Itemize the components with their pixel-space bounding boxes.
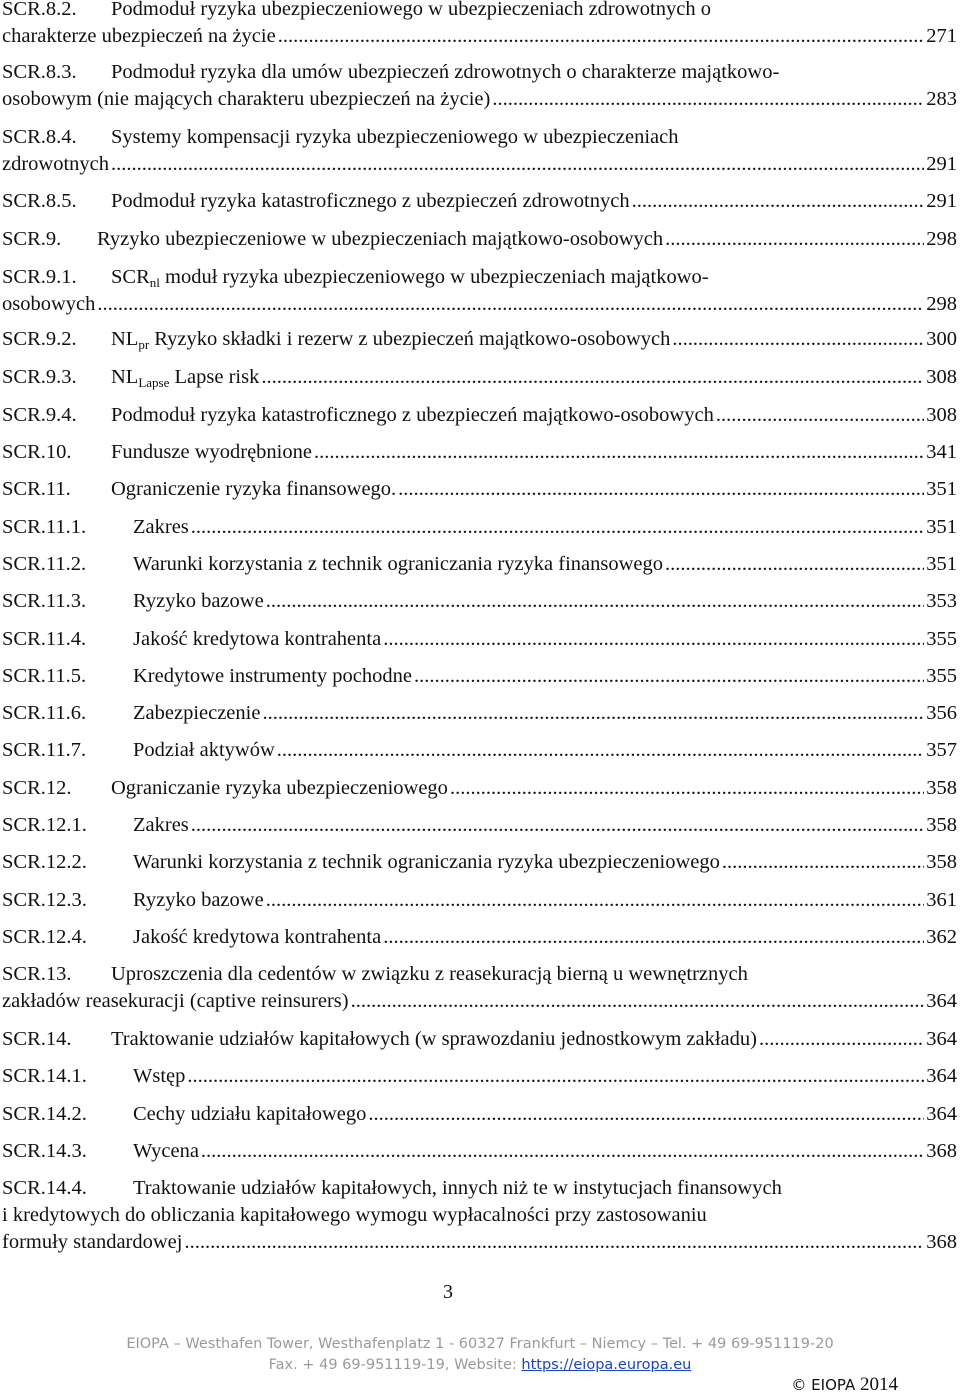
toc-entry-number: SCR.9.4. [2, 404, 77, 426]
toc-entry-title [2, 1202, 707, 1229]
toc-entry-page: 298 [926, 228, 957, 250]
toc-entry-title-text: Cechy udziału kapitałowego [133, 1103, 367, 1125]
toc-entry-leader-row [2, 151, 957, 178]
toc-entry-leader-row [111, 188, 957, 215]
toc-entry[interactable] [2, 775, 957, 802]
toc-entry-number: SCR.9. [2, 228, 62, 250]
toc-entry-line [2, 626, 957, 653]
toc-entry-line [2, 1063, 957, 1090]
toc-entry-leader-row [133, 887, 957, 914]
toc-entry[interactable] [2, 663, 957, 690]
dot-leader [632, 188, 925, 215]
toc-entry-number: SCR.11.5. [2, 665, 87, 687]
toc-entry-number: SCR.14.2. [2, 1103, 87, 1125]
toc-entry-page: 291 [926, 153, 957, 175]
toc-entry-line [2, 226, 957, 253]
toc-entry-title [2, 291, 95, 318]
toc-entry[interactable] [2, 402, 957, 429]
toc-entry-leader-row [133, 626, 957, 653]
toc-entry-line [2, 364, 957, 391]
toc-entry-line [2, 1138, 957, 1165]
toc-entry-title-text: Wstęp [133, 1065, 186, 1087]
toc-entry-leader-row [111, 402, 957, 429]
footer [0, 1334, 960, 1376]
toc-entry-line [2, 439, 957, 466]
toc-entry-leader-row [111, 326, 957, 358]
toc-entry-leader-row [2, 988, 957, 1015]
toc-entry-line [2, 291, 957, 318]
toc-entry-title-text: Ryzyko bazowe [133, 889, 264, 911]
dot-leader [383, 626, 924, 653]
toc-entry-line [2, 700, 957, 727]
toc-entry-leader-row [133, 588, 957, 615]
dot-leader [187, 1063, 924, 1090]
dot-leader [201, 1138, 924, 1165]
toc-entry[interactable] [2, 1138, 957, 1165]
toc-entry-title-text: Traktowanie udziałów kapitałowych, innych niż te w instytucjach finansowych [133, 1177, 782, 1199]
toc-entry-leader-row [111, 364, 957, 396]
toc-entry-title-text: Uproszczenia dla cedentów w związku z reasekuracją bierną u wewnętrznych [111, 963, 748, 985]
footer-fax: Fax. + 49 69-951119-19, Website: [268, 1357, 522, 1373]
toc-entry-number: SCR.12.3. [2, 889, 87, 911]
toc-entry-title-text: osobowych [2, 293, 96, 315]
dot-leader [383, 924, 924, 951]
toc-entry[interactable] [2, 226, 957, 253]
toc-entry-title [133, 663, 412, 690]
toc-entry-line [2, 1202, 957, 1229]
toc-entry-title [2, 151, 109, 178]
toc-entry-page: 283 [926, 88, 957, 110]
toc-entry-title [97, 226, 663, 253]
dot-leader [665, 551, 924, 578]
dot-leader [672, 326, 924, 353]
toc-entry-line [2, 59, 957, 86]
toc-entry-line [2, 775, 957, 802]
toc-entry[interactable] [2, 737, 957, 764]
toc-entry-title-text: Podmoduł ryzyka dla umów ubezpieczeń zdrowotnych o charakterze majątkowo- [111, 61, 780, 83]
toc-entry-line [2, 476, 957, 503]
toc-entry-title-text: Ryzyko ubezpieczeniowe w ubezpieczeniach majątkowo-osobowych [97, 228, 664, 250]
toc-entry-leader-row [2, 291, 957, 318]
toc-entry-number: SCR.13. [2, 963, 72, 985]
toc-entry[interactable] [2, 1063, 957, 1090]
toc-entry-title-text: Zakres [133, 814, 189, 836]
toc-entry-page: 368 [926, 1140, 957, 1162]
page-number: 3 [443, 1281, 453, 1303]
toc-entry-page: 355 [926, 665, 957, 687]
toc-entry-title [111, 364, 259, 396]
toc-entry-leader-row [2, 23, 957, 50]
toc-entry-title-text: formuły standardowej [2, 1231, 183, 1253]
toc-entry[interactable] [2, 364, 957, 391]
toc-entry-leader-row [133, 551, 957, 578]
toc-entry-title [2, 988, 349, 1015]
toc-entry-title [2, 23, 276, 50]
toc-entry-page: 351 [926, 478, 957, 500]
toc-entry-page: 364 [926, 1028, 957, 1050]
toc-entry-page: 358 [926, 851, 957, 873]
toc-entry[interactable] [2, 476, 957, 503]
toc-entry-page: 351 [926, 553, 957, 575]
toc-entry-page: 364 [926, 990, 957, 1012]
toc-entry-line [2, 402, 957, 429]
toc-entry-title [111, 124, 679, 151]
toc-entry-page: 271 [926, 25, 957, 47]
toc-entry-number: SCR.11. [2, 478, 71, 500]
toc-entry-number: SCR.14. [2, 1028, 72, 1050]
toc-entry-symbol-subscript: Lapse [138, 375, 170, 390]
toc-entry-leader-row [133, 849, 957, 876]
dot-leader [492, 86, 924, 113]
toc-entry-title-text: Fundusze wyodrębnione [111, 441, 312, 463]
toc-entry-title-text: moduł ryzyka ubezpieczeniowego w ubezpieczeniach majątkowo- [165, 266, 709, 288]
toc-entry-title-text: Podmoduł ryzyka ubezpieczeniowego w ubezpieczeniach zdrowotnych o [111, 0, 711, 20]
dot-leader [398, 476, 924, 503]
toc-entry-line [2, 188, 957, 215]
toc-entry-number: SCR.12.4. [2, 926, 87, 948]
toc-entry-title-text: Zabezpieczenie [133, 702, 261, 724]
toc-entry-line [2, 924, 957, 951]
toc-entry-title-text: osobowym (nie mających charakteru ubezpieczeń na życie) [2, 88, 491, 110]
toc-entry-leader-row [97, 226, 957, 253]
toc-entry-page: 298 [926, 293, 957, 315]
toc-entry-leader-row [2, 1229, 957, 1256]
website-link[interactable]: https://eiopa.europa.eu [521, 1357, 692, 1373]
toc-entry[interactable] [2, 514, 957, 541]
toc-entry-symbol: NL [111, 328, 139, 350]
toc-entry-symbol: SCR [111, 266, 150, 288]
toc-entry-line [2, 23, 957, 50]
toc-entry-title [111, 188, 630, 215]
toc-entry-number: SCR.14.4. [2, 1177, 87, 1199]
toc-entry-symbol-subscript: nl [149, 275, 160, 290]
toc-entry-leader-row [133, 812, 957, 839]
dot-leader [97, 291, 924, 318]
dot-leader [184, 1229, 924, 1256]
toc-entry-title [133, 551, 663, 578]
toc-entry-line [2, 551, 957, 578]
toc-entry-line [2, 887, 957, 914]
toc-entry-leader-row [111, 439, 957, 466]
dot-leader [368, 1101, 924, 1128]
copyright-year: 2014 [860, 1374, 898, 1395]
toc-entry-page: 291 [926, 190, 957, 212]
toc-entry-line [2, 86, 957, 113]
toc-entry-title [111, 439, 312, 466]
toc-entry-page: 353 [926, 590, 957, 612]
toc-entry-title [111, 775, 448, 802]
toc-entry-leader-row [133, 924, 957, 951]
toc-entry-line [2, 326, 957, 353]
toc-entry-page: 358 [926, 814, 957, 836]
toc-entry-title-text: Kredytowe instrumenty pochodne [133, 665, 412, 687]
toc-entry-number: SCR.9.1. [2, 266, 77, 288]
dot-leader [450, 775, 924, 802]
toc-entry-title [111, 1026, 757, 1053]
toc-entry-title [111, 326, 670, 358]
toc-entry[interactable] [2, 961, 957, 1015]
toc-entry-leader-row [111, 1026, 957, 1053]
toc-entry-leader-row [133, 663, 957, 690]
dot-leader [191, 514, 924, 541]
toc-entry-line [2, 588, 957, 615]
toc-entry-line [2, 514, 957, 541]
toc-entry-title-text: Jakość kredytowa kontrahenta [133, 926, 382, 948]
toc-entry-title-text: Podmoduł ryzyka katastroficznego z ubezpieczeń majątkowo-osobowych [111, 404, 714, 426]
toc-entry-symbol: NL [111, 366, 139, 388]
toc-entry-number: SCR.11.3. [2, 590, 87, 612]
toc-entry-leader-row [133, 1138, 957, 1165]
toc-entry-line [2, 264, 957, 291]
toc-entry-symbol-subscript: pr [138, 337, 150, 352]
toc-entry[interactable] [2, 439, 957, 466]
toc-entry[interactable] [2, 1175, 957, 1256]
toc-entry-leader-row [133, 700, 957, 727]
toc-entry-page: 362 [926, 926, 957, 948]
toc-entry-title [133, 812, 189, 839]
toc-entry[interactable] [2, 326, 957, 353]
toc-entry-page: 308 [926, 404, 957, 426]
toc-entry-title-text: Ryzyko składki i rezerw z ubezpieczeń majątkowo-osobowych [154, 328, 671, 350]
toc-entry-leader-row [111, 775, 957, 802]
toc-entry-title [133, 737, 275, 764]
toc-entry[interactable] [2, 812, 957, 839]
toc-entry-number: SCR.10. [2, 441, 72, 463]
toc-entry-title [111, 476, 396, 503]
dot-leader [722, 849, 924, 876]
toc-entry[interactable] [2, 849, 957, 876]
toc-entry-title [111, 402, 714, 429]
toc-entry-title [133, 1101, 366, 1128]
toc-entry-title-text: Ograniczenie ryzyka finansowego. [111, 478, 397, 500]
toc-entry-number: SCR.9.3. [2, 366, 77, 388]
toc-entry-line [2, 961, 957, 988]
toc-entry-title-text: i kredytowych do obliczania kapitałowego wymogu wypłacalności przy zastosowaniu [2, 1204, 707, 1226]
toc-entry-page: 300 [926, 328, 957, 350]
toc-entry[interactable] [2, 626, 957, 653]
toc-entry-number: SCR.12. [2, 777, 72, 799]
toc-entry-title [111, 0, 711, 23]
dot-leader [111, 151, 924, 178]
toc-entry-number: SCR.8.3. [2, 61, 77, 83]
toc-entry-number: SCR.9.2. [2, 328, 77, 350]
toc-entry-page: 368 [926, 1231, 957, 1253]
toc-entry-leader-row [133, 514, 957, 541]
toc-entry-page: 341 [926, 441, 957, 463]
toc-entry-title-text: Jakość kredytowa kontrahenta [133, 628, 382, 650]
toc-entry[interactable] [2, 188, 957, 215]
toc-entry-number: SCR.8.4. [2, 126, 77, 148]
toc-entry-title-text: Traktowanie udziałów kapitałowych (w sprawozdaniu jednostkowym zakładu) [111, 1028, 757, 1050]
toc-entry-number: SCR.12.2. [2, 851, 87, 873]
toc-entry-line [2, 1026, 957, 1053]
toc-entry[interactable] [2, 887, 957, 914]
toc-entry[interactable] [2, 700, 957, 727]
toc-entry[interactable] [2, 59, 957, 113]
toc-entry[interactable] [2, 124, 957, 178]
toc-entry-line [2, 1229, 957, 1256]
dot-leader [665, 226, 924, 253]
dot-leader [351, 988, 925, 1015]
toc-entry-page: 358 [926, 777, 957, 799]
toc-entry[interactable] [2, 1026, 957, 1053]
toc-entry-leader-row [133, 737, 957, 764]
toc-entry[interactable] [2, 0, 957, 50]
toc-entry-line [2, 1175, 957, 1202]
toc-entry-title-text: Podmoduł ryzyka katastroficznego z ubezpieczeń zdrowotnych [111, 190, 630, 212]
toc-entry-number: SCR.8.5. [2, 190, 77, 212]
copyright-label: © EIOPA [791, 1376, 860, 1394]
toc-entry-title-text: Ograniczanie ryzyka ubezpieczeniowego [111, 777, 448, 799]
dot-leader [278, 23, 925, 50]
toc-entry-line [2, 1101, 957, 1128]
toc-entry-number: SCR.14.1. [2, 1065, 87, 1087]
toc-entry-title [133, 1138, 199, 1165]
toc-entry-title-text: zdrowotnych [2, 153, 110, 175]
toc-entry-title-text: Warunki korzystania z technik ograniczania ryzyka ubezpieczeniowego [133, 851, 720, 873]
dot-leader [262, 700, 924, 727]
toc-entry-title-text: Warunki korzystania z technik ograniczania ryzyka finansowego [133, 553, 663, 575]
toc-entry-number: SCR.11.6. [2, 702, 87, 724]
toc-entry-title [2, 86, 490, 113]
dot-leader [266, 588, 925, 615]
toc-entry-title-text: Systemy kompensacji ryzyka ubezpieczeniowego w ubezpieczeniach [111, 126, 679, 148]
toc-entry-line [2, 663, 957, 690]
dot-leader [716, 402, 924, 429]
toc-entry-page: 351 [926, 516, 957, 538]
toc-entry[interactable] [2, 551, 957, 578]
toc-entry-title [111, 59, 779, 86]
toc-entry-leader-row [133, 1101, 957, 1128]
toc-entry-title [133, 887, 264, 914]
toc-entry-title [133, 514, 189, 541]
toc-entry-title [133, 1063, 185, 1090]
toc-entry-title [133, 849, 720, 876]
toc-entry-title [133, 700, 260, 727]
toc-entry-number: SCR.12.1. [2, 814, 87, 836]
dot-leader [191, 812, 924, 839]
toc-entry-title-text: zakładów reasekuracji (captive reinsurers) [2, 990, 349, 1012]
toc-entry-page: 355 [926, 628, 957, 650]
dot-leader [759, 1026, 924, 1053]
footer-address: EIOPA – Westhafen Tower, Westhafenplatz 1 - 60327 Frankfurt – Niemcy – Tel. + 49 69-951119-20 [126, 1336, 834, 1352]
dot-leader [266, 887, 925, 914]
dot-leader [414, 663, 924, 690]
toc-entry-title-text: Lapse risk [174, 366, 260, 388]
toc-entry-number: SCR.11.4. [2, 628, 87, 650]
toc-entry[interactable] [2, 1101, 957, 1128]
toc-entry-title [133, 588, 264, 615]
toc-entry-title-text: Podział aktywów [133, 739, 275, 761]
toc-entry-number: SCR.11.1. [2, 516, 87, 538]
toc-entry-page: 364 [926, 1103, 957, 1125]
dot-leader [314, 439, 924, 466]
toc-entry-line [2, 124, 957, 151]
toc-entry-page: 361 [926, 889, 957, 911]
toc-entry-number: SCR.11.7. [2, 739, 87, 761]
toc-entry-title-text: Zakres [133, 516, 189, 538]
toc-entry-line [2, 812, 957, 839]
toc-entry-page: 308 [926, 366, 957, 388]
toc-entry-page: 356 [926, 702, 957, 724]
toc-entry-title [133, 626, 381, 653]
toc-entry-number: SCR.11.2. [2, 553, 87, 575]
toc-entry-number: SCR.8.2. [2, 0, 77, 20]
toc-entry-line [2, 849, 957, 876]
toc-entry-page: 357 [926, 739, 957, 761]
toc-entry-leader-row [133, 1063, 957, 1090]
toc-entry-title [133, 924, 381, 951]
toc-entry-leader-row [111, 476, 957, 503]
toc-entry-number: SCR.14.3. [2, 1140, 87, 1162]
toc-entry[interactable] [2, 924, 957, 951]
toc-entry[interactable] [2, 264, 957, 318]
toc-entry-title-text: Wycena [133, 1140, 199, 1162]
toc-entry-line [2, 737, 957, 764]
toc-entry[interactable] [2, 588, 957, 615]
footer-contact [0, 1355, 960, 1376]
toc-entry-title-text: Ryzyko bazowe [133, 590, 264, 612]
toc-entry-title-text: charakterze ubezpieczeń na życie [2, 25, 276, 47]
toc-entry-line [2, 0, 957, 23]
copyright [791, 1374, 898, 1396]
toc-entry-line [2, 988, 957, 1015]
toc-entry-line [2, 151, 957, 178]
dot-leader [261, 364, 924, 391]
toc-entry-title [133, 1175, 782, 1202]
dot-leader [277, 737, 924, 764]
toc-entry-leader-row [2, 86, 957, 113]
toc-entry-title [2, 1229, 182, 1256]
toc-entry-page: 364 [926, 1065, 957, 1087]
toc-entry-title [111, 961, 748, 988]
